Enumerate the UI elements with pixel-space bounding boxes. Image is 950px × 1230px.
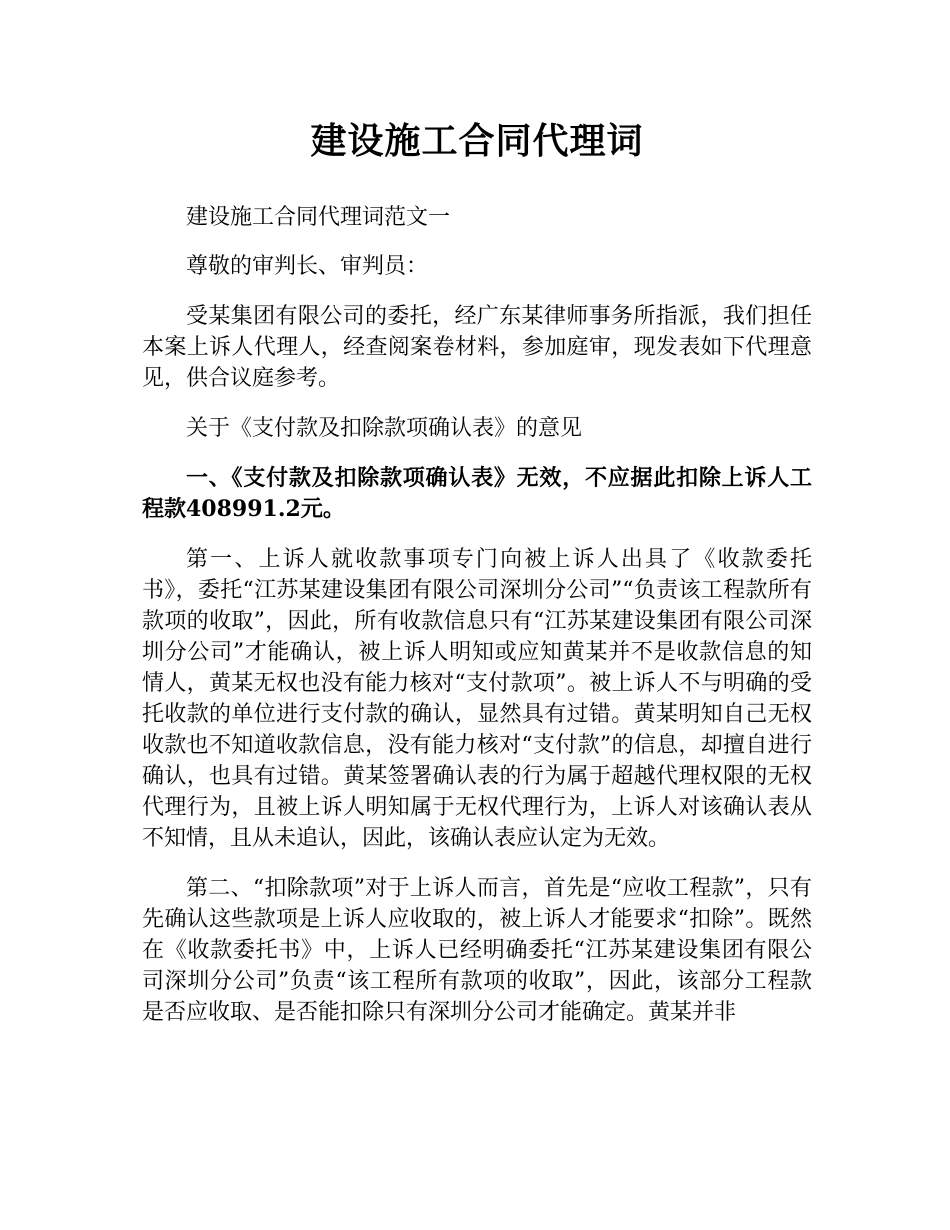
point-one-heading: 一、《支付款及扣除款项确认表》无效，不应据此扣除上诉人工程款408991.2元。 <box>142 465 812 522</box>
argument-first-paragraph: 第一、上诉人就收款事项专门向被上诉人出具了《收款委托书》，委托“江苏某建设集团有限公司深圳分公司”“负责该工程款所有款项的收取”，因此，所有收款信息只有“江苏某建设集团有限公司深圳分公司”才能确认，被上诉人明知或应知黄某并不是收款信息的知情人，黄某无权也没有能力核对“支付款项”。被上诉人不与明确的受托收款的单位进行支付款的确认，显然具有过错。黄某明知自己无权收款也不知道收款信息，没有能力核对“支付款”的信息，却擅自进行确认，也具有过错。黄某签署确认表的行为属于超越代理权限的无权代理行为，且被上诉人明知属于无权代理行为，上诉人对该确认表从不知情，且从未追认，因此，该确认表应认定为无效。 <box>142 547 812 851</box>
document-title: 建设施工合同代理词 <box>310 121 644 162</box>
subtitle-paragraph: 建设施工合同代理词范文一 <box>186 205 451 230</box>
salutation-paragraph: 尊敬的审判长、审判员： <box>186 254 429 279</box>
argument-second-paragraph: 第二、“扣除款项”对于上诉人而言，首先是“应收工程款”，只有先确认这些款项是上诉人应收取的，被上诉人才能要求“扣除”。既然在《收款委托书》中，上诉人已经明确委托“江苏某建设集团有限公司深圳分公司”负责“该工程所有款项的收取”，因此，该部分工程款是否应收取、是否能扣除只有深圳分公司才能确定。黄某并非 <box>142 876 812 1025</box>
section-heading-paragraph: 关于《支付款及扣除款项确认表》的意见 <box>186 416 583 441</box>
intro-paragraph: 受某集团有限公司的委托，经广东某律师事务所指派，我们担任本案上诉人代理人，经查阅案卷材料，参加庭审，现发表如下代理意见，供合议庭参考。 <box>142 304 812 391</box>
document-page <box>142 0 812 1028</box>
